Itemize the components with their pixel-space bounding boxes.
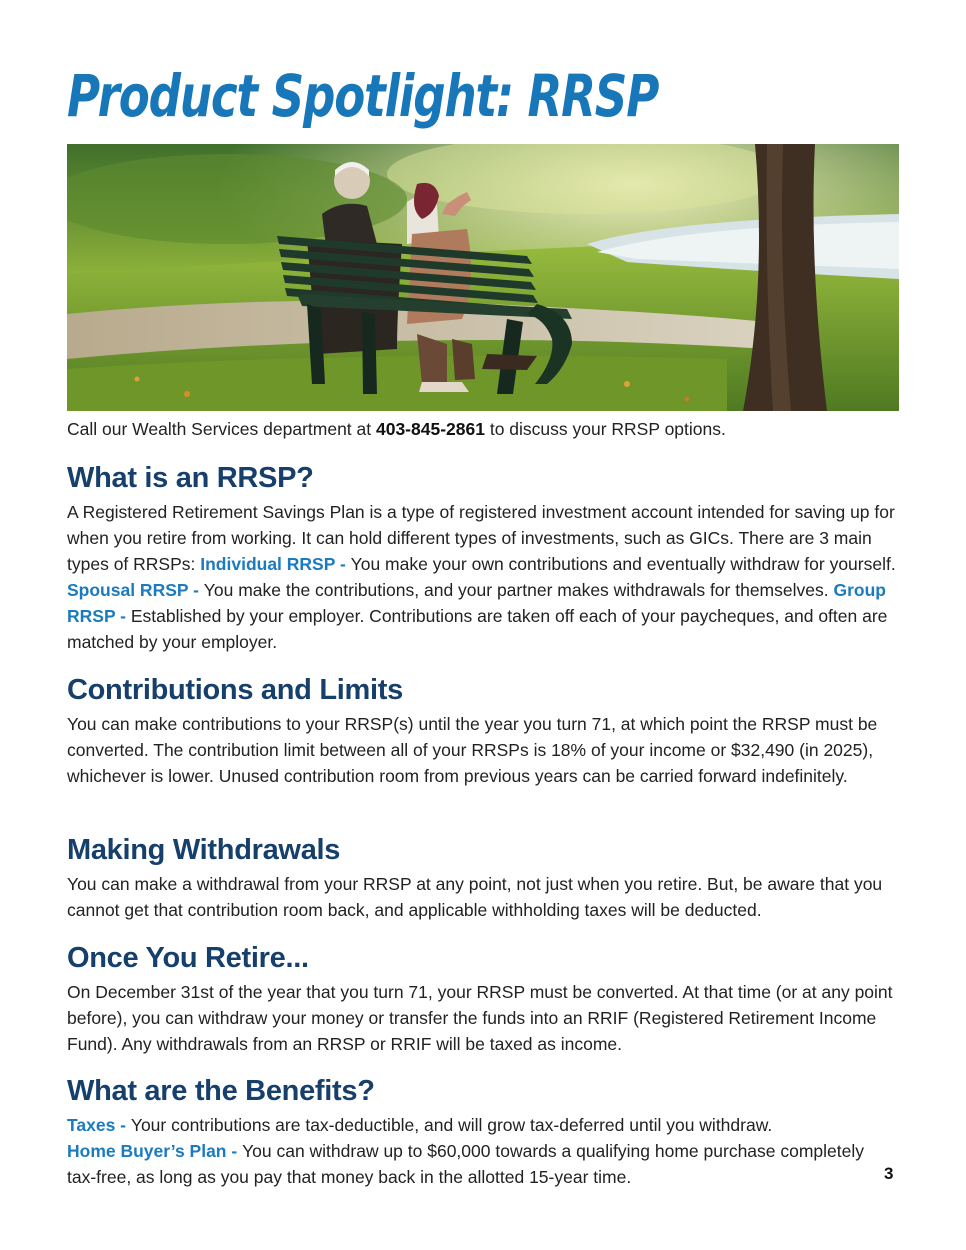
body-text: Your contributions are tax-deductible, and will grow tax-deferred until you withdraw. <box>130 1115 773 1135</box>
body-text: A Registered Retirement Savings Plan is a type of registered investment account intended for saving up for when you retire from working. It can hold different types of investments, such as GICs. There are 3 main types of RRSPs: <box>67 502 895 574</box>
body-text: You can withdraw up to $60,000 towards a qualifying home purchase completely tax-free, as long as you pay that money back in the allotted 15-year time. <box>67 1141 865 1187</box>
body-text: Established by your employer. Contributions are taken off each of your paycheques, and often are matched by your employer. <box>67 606 888 652</box>
callout-prefix: Call our Wealth Services department at <box>67 419 376 439</box>
section-body: You can make contributions to your RRSP(s) until the year you turn 71, at which point the RRSP must be converted. The contribution limit between all of your RRSPs is 18% of your income or $32,490 (in 2025), whichever is lower. Unused contribution room from previous years can be carried forward indefinitely. <box>67 714 878 786</box>
section-heading: Once You Retire... <box>67 942 309 974</box>
hero-image <box>67 144 899 411</box>
section-what-is-rrsp <box>67 462 907 655</box>
group-rrsp-label: Group RRSP - <box>67 580 886 626</box>
home-buyers-plan-label: Home Buyer’s Plan - <box>67 1141 243 1161</box>
section-body <box>67 1112 867 1190</box>
section-contributions <box>67 674 907 789</box>
individual-rrsp-label: Individual RRSP - <box>200 554 351 574</box>
body-text: You make your own contributions and eventually withdraw for yourself. <box>350 554 896 574</box>
taxes-label: Taxes - <box>67 1115 131 1135</box>
section-heading: Contributions and Limits <box>67 674 403 706</box>
section-heading: What are the Benefits? <box>67 1075 375 1107</box>
contact-callout <box>67 419 726 440</box>
phone-number[interactable]: 403-845-2861 <box>375 419 485 439</box>
section-body: You can make a withdrawal from your RRSP at any point, not just when you retire. But, be aware that you cannot get that contribution room back, and applicable withholding taxes will be deducted. <box>67 874 883 920</box>
section-withdrawals <box>67 834 907 923</box>
section-heading: Making Withdrawals <box>67 834 341 866</box>
body-text: You make the contributions, and your partner makes withdrawals for themselves. <box>203 580 834 600</box>
page-number: 3 <box>884 1164 894 1183</box>
spousal-rrsp-label: Spousal RRSP - <box>67 580 204 600</box>
section-body: On December 31st of the year that you turn 71, your RRSP must be converted. At that time (or at any point before), you can withdraw your money or transfer the funds into an RRIF (Registered Retirement Income Fund). Any withdrawals from an RRSP or RRIF will be taxed as income. <box>67 982 893 1054</box>
section-body <box>67 499 907 655</box>
section-once-you-retire <box>67 942 907 1057</box>
section-benefits <box>67 1075 867 1190</box>
section-heading: What is an RRSP? <box>67 462 314 494</box>
page-title: Product Spotlight: RRSP <box>67 62 659 130</box>
callout-suffix: to discuss your RRSP options. <box>484 419 726 439</box>
